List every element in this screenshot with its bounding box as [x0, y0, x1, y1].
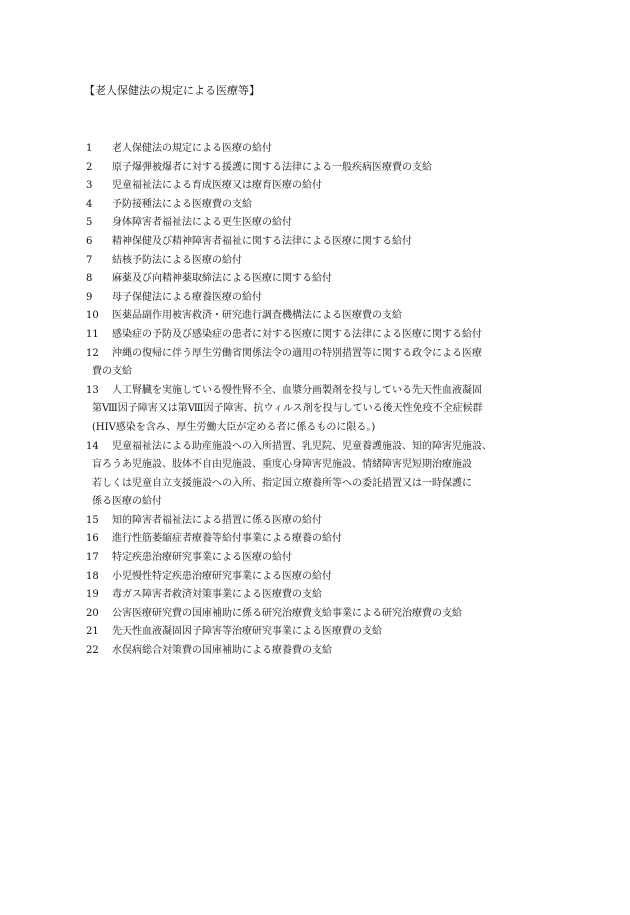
list-item — [86, 252, 560, 271]
list-item-text — [112, 512, 560, 531]
list-item-number: 12 — [86, 347, 99, 359]
list-item — [86, 345, 560, 382]
list-item-text — [112, 159, 560, 178]
list-item-line: 児童福祉法による育成医療又は療育医療の給付 — [112, 180, 322, 192]
benefit-list — [86, 140, 560, 661]
list-item-text — [112, 605, 560, 624]
list-item-line: 老人保健法の規定による医療の給付 — [112, 143, 272, 154]
list-item-line: 知的障害者福祉法による措置に係る医療の給付 — [112, 514, 322, 526]
list-item-line: 予防接種法による医療費の支給 — [112, 198, 252, 210]
list-item-text — [112, 326, 560, 345]
list-item — [86, 326, 560, 345]
list-item-number: 2 — [86, 161, 93, 173]
list-item-text — [112, 642, 560, 661]
list-item — [86, 270, 560, 289]
list-item — [86, 549, 560, 568]
list-item — [86, 586, 560, 605]
list-item — [86, 438, 560, 512]
list-item-number: 21 — [86, 626, 99, 638]
list-item-text — [112, 140, 560, 159]
list-item-line: 麻薬及び向精神薬取締法による医療に関する給付 — [112, 273, 332, 285]
section-heading: 【老人保健法の規定による医療等】 — [84, 84, 260, 97]
list-item — [86, 568, 560, 587]
list-item-line: 結核予防法による医療の給付 — [112, 254, 242, 266]
list-item-line: 係る医療の給付 — [92, 496, 162, 508]
list-item-number: 20 — [86, 607, 99, 619]
list-item — [86, 382, 560, 438]
list-item-line: 医薬品副作用被害救済・研究進行調査機構法による医療費の支給 — [112, 310, 402, 322]
list-item — [86, 512, 560, 531]
list-item-text — [112, 307, 560, 326]
list-item — [86, 530, 560, 549]
list-item-line: 母子保健法による療養医療の給付 — [112, 291, 262, 303]
list-item-number: 3 — [86, 180, 93, 192]
list-item-text — [112, 568, 560, 587]
list-item-text — [112, 530, 560, 549]
list-item-number: 13 — [86, 384, 99, 396]
list-item-line: 小児慢性特定疾患治療研究事業による医療の給付 — [112, 570, 332, 582]
list-item-text — [112, 549, 560, 568]
list-item-number: 10 — [86, 310, 99, 322]
list-item-line: 第Ⅷ因子障害又は第Ⅷ因子障害、抗ウィルス剤を投与している後天性免疫不全症候群 — [92, 403, 483, 415]
list-item — [86, 140, 560, 159]
list-item-line: 若しくは児童自立支援施設への入所、指定国立療養所等への委託措置又は一時保護に — [92, 477, 472, 489]
list-item-text — [112, 586, 560, 605]
list-item-number: 22 — [86, 645, 99, 657]
list-item-text — [112, 177, 560, 196]
list-item-number: 19 — [86, 589, 99, 601]
list-item — [86, 289, 560, 308]
list-item — [86, 307, 560, 326]
list-item-number: 9 — [86, 291, 93, 303]
list-item-number: 11 — [86, 328, 99, 340]
list-item-line: 水俣病総合対策費の国庫補助による療養費の支給 — [112, 645, 332, 657]
list-item-number: 18 — [86, 570, 99, 582]
list-item-number: 17 — [86, 552, 99, 564]
list-item-number: 1 — [86, 143, 93, 154]
list-item-line: 特定疾患治療研究事業による医療の給付 — [112, 552, 292, 564]
list-item-number: 8 — [86, 273, 93, 285]
list-item-text — [112, 252, 560, 271]
list-item-line: 精神保健及び精神障害者福祉に関する法律による医療に関する給付 — [112, 235, 412, 247]
list-item-number: 15 — [86, 514, 99, 526]
list-item-line: 感染症の予防及び感染症の患者に対する医療に関する法律による医療に関する給付 — [112, 328, 482, 340]
list-item-number: 14 — [86, 440, 99, 452]
list-item — [86, 214, 560, 233]
list-item — [86, 177, 560, 196]
list-item-line: 児童福祉法による助産施設への入所措置、乳児院、児童養護施設、知的障害児施設、 — [112, 440, 492, 452]
list-item-line: 費の支給 — [92, 366, 132, 378]
list-item — [86, 233, 560, 252]
list-item-line: 原子爆弾被爆者に対する援護に関する法律による一般疾病医療費の支給 — [112, 161, 432, 173]
list-item-line: 進行性筋萎縮症者療養等給付事業による療養の給付 — [112, 533, 342, 545]
list-item-line: 公害医療研究費の国庫補助に係る研究治療費支給事業による研究治療費の支給 — [112, 607, 462, 619]
list-item-text — [112, 289, 560, 308]
list-item-text — [112, 214, 560, 233]
list-item — [86, 196, 560, 215]
list-item-line: 身体障害者福祉法による更生医療の給付 — [112, 217, 292, 229]
list-item-number: 7 — [86, 254, 93, 266]
list-item-number: 5 — [86, 217, 93, 229]
list-item-line: 盲ろうあ児施設、肢体不自由児施設、重度心身障害児施設、情緒障害児短期治療施設 — [92, 459, 472, 471]
list-item-text — [112, 233, 560, 252]
list-item-line: 沖縄の復帰に伴う厚生労働省関係法令の適用の特別措置等に関する政令による医療 — [112, 347, 482, 359]
list-item-line: 先天性血液凝固因子障害等治療研究事業による医療費の支給 — [112, 626, 382, 638]
list-item — [86, 159, 560, 178]
list-item-line: 毒ガス障害者救済対策事業による医療費の支給 — [112, 589, 322, 601]
list-item-number: 4 — [86, 198, 93, 210]
list-item — [86, 605, 560, 624]
list-item — [86, 642, 560, 661]
list-item-line: 人工腎臓を実施している慢性腎不全、血漿分画製剤を投与している先天性血液凝固 — [112, 384, 482, 396]
list-item-text — [112, 270, 560, 289]
list-item-number: 16 — [86, 533, 99, 545]
list-item-text — [112, 623, 560, 642]
list-item-text — [112, 196, 560, 215]
list-item-number: 6 — [86, 235, 93, 247]
list-item — [86, 623, 560, 642]
list-item-line: (HIV感染を含み、厚生労働大臣が定める者に係るものに限る。) — [92, 421, 376, 433]
